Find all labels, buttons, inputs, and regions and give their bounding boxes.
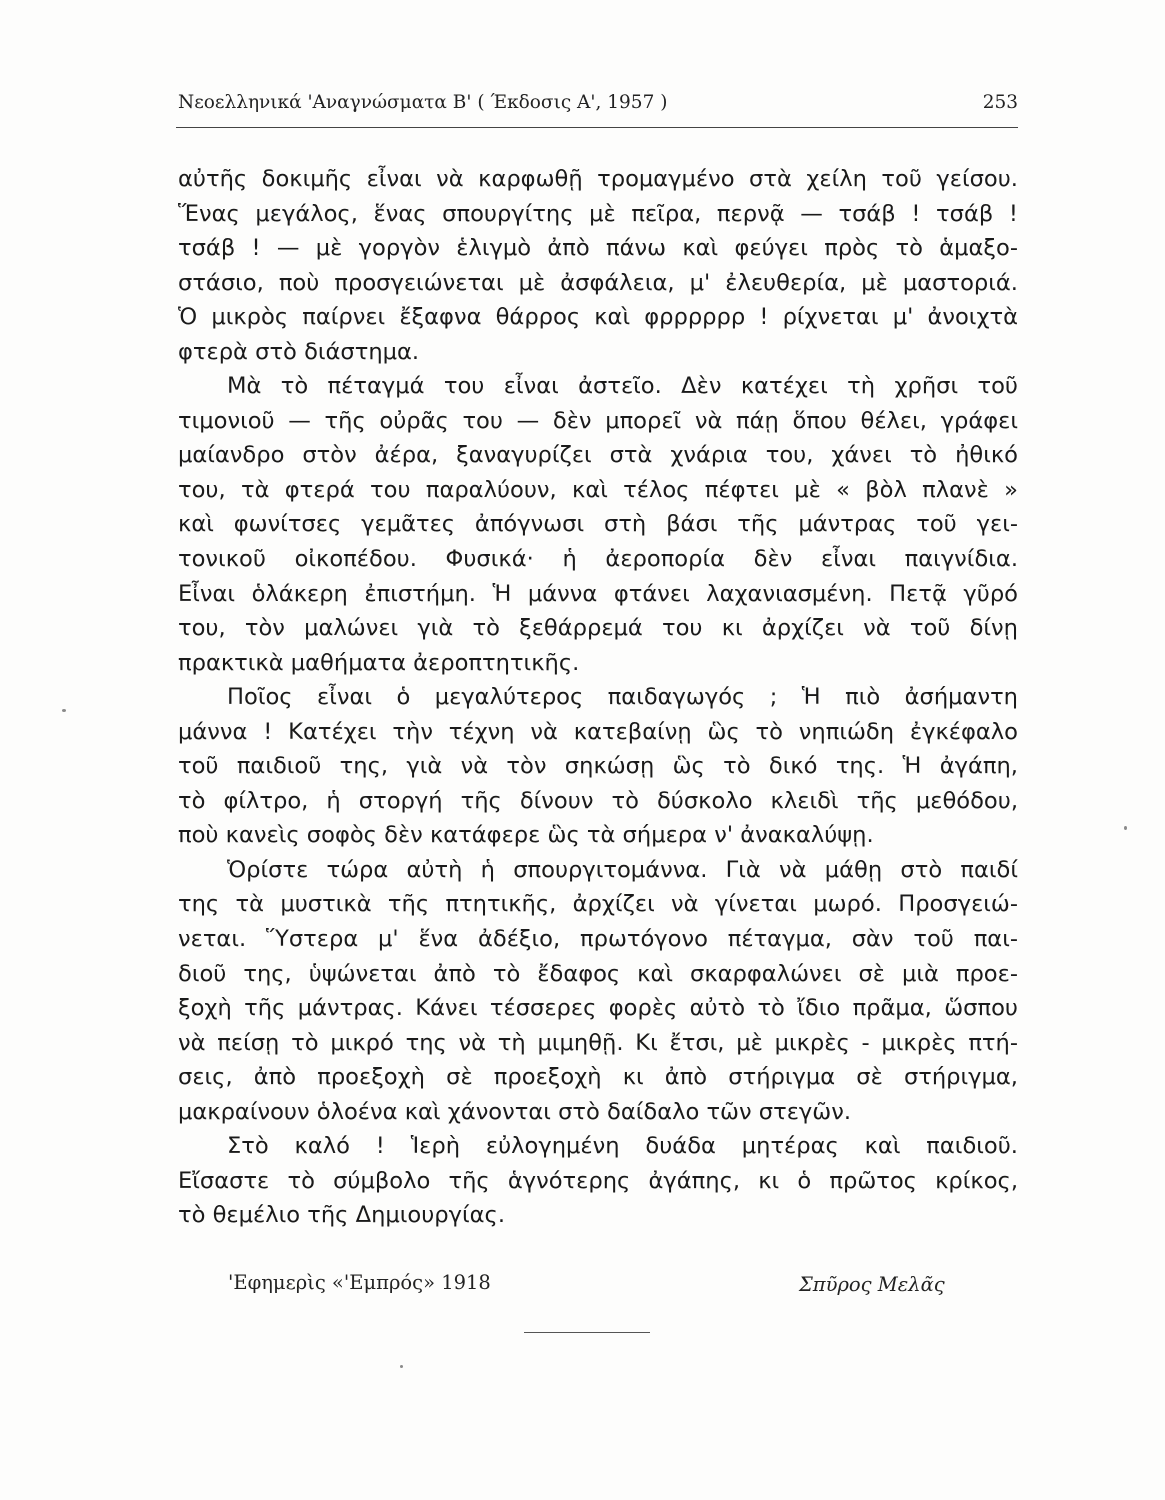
text-line: νὰ πείσῃ τὸ μικρό της νὰ τὴ μιμηθῇ. Κι ἔτσι, μὲ μικρὲς - μικρὲς πτή- — [178, 1029, 1018, 1056]
header-title: Νεοελληνικά 'Αναγνώσματα Β' ( Έκδοσις Α', 1957 ) — [178, 92, 668, 113]
text-line: Εἶναι ὁλάκερη ἐπιστήμη. Ἡ μάννα φτάνει λαχανιασμένη. Πετᾷ γῦρό — [178, 580, 1018, 607]
text-line: διοῦ της, ὑψώνεται ἀπὸ τὸ ἔδαφος καὶ σκαρφαλώνει σὲ μιὰ προε- — [178, 960, 1018, 987]
source-citation: 'Εφημερὶς «'Εμπρός» 1918 — [228, 1271, 491, 1294]
text-line: νεται. Ὕστερα μ' ἕνα ἀδέξιο, πρωτόγονο πέταγμα, σὰν τοῦ παι- — [178, 926, 1018, 953]
text-line: τονικοῦ οἰκοπέδου. Φυσικά· ἡ ἀεροπορία δὲν εἶναι παιγνίδια. — [178, 546, 1018, 573]
text-line: Μὰ τὸ πέταγμά του εἶναι ἀστεῖο. Δὲν κατέχει τὴ χρῆσι τοῦ — [227, 373, 1018, 400]
body-text — [178, 162, 1018, 1233]
text-line: μακραίνουν ὁλοένα καὶ χάνονται στὸ δαίδαλο τῶν στεγῶν. — [178, 1098, 852, 1125]
text-line: Στὸ καλό ! Ἱερὴ εὐλογημένη δυάδα μητέρας καὶ παιδιοῦ. — [227, 1133, 1018, 1160]
text-line: της τὰ μυστικὰ τῆς πτητικῆς, ἀρχίζει νὰ γίνεται μωρό. Προσγειώ- — [178, 891, 1018, 918]
text-line: του, τὰ φτερά του παραλύουν, καὶ τέλος πέφτει μὲ « βὸλ πλανὲ » — [178, 476, 1018, 503]
text-line: Ὁρίστε τώρα αὐτὴ ἡ σπουργιτομάννα. Γιὰ νὰ μάθῃ στὸ παιδί — [227, 856, 1018, 883]
text-line: αὐτῆς δοκιμῆς εἶναι νὰ καρφωθῇ τρομαγμένο στὰ χείλη τοῦ γείσου. — [178, 166, 1018, 192]
text-line: μάννα ! Κατέχει τὴν τέχνη νὰ κατεβαίνῃ ὣς τὸ νηπιώδη ἐγκέφαλο — [178, 718, 1018, 745]
text-line: του, τὸν μαλώνει γιὰ τὸ ξεθάρρεμά του κι ἀρχίζει νὰ τοῦ δίνῃ — [178, 615, 1018, 642]
text-line: Εἴσαστε τὸ σύμβολο τῆς ἁγνότερης ἀγάπης, κι ὁ πρῶτος κρίκος, — [178, 1167, 1018, 1194]
scan-speck — [400, 1365, 403, 1368]
text-line: ξοχὴ τῆς μάντρας. Κάνει τέσσερες φορὲς αὐτὸ τὸ ἴδιο πρᾶμα, ὥσπου — [178, 995, 1018, 1022]
text-line: καὶ φωνίτσες γεμᾶτες ἀπόγνωσι στὴ βάσι τῆς μάντρας τοῦ γει- — [178, 511, 1018, 538]
text-line: τὸ φίλτρο, ἡ στοργή τῆς δίνουν τὸ δύσκολο κλειδὶ τῆς μεθόδου, — [178, 787, 1018, 814]
text-line: μαίανδρο στὸν ἀέρα, ξαναγυρίζει στὰ χνάρια του, χάνει τὸ ἠθικό — [178, 442, 1018, 469]
text-line: στάσιο, ποὺ προσγειώνεται μὲ ἀσφάλεια, μ' ἐλευθερία, μὲ μαστοριά. — [178, 269, 1018, 296]
text-line: πρακτικὰ μαθήματα ἀεροπτητικῆς. — [178, 649, 580, 676]
text-line: Ἕνας μεγάλος, ἕνας σπουργίτης μὲ πεῖρα, περνᾷ — τσάβ ! τσάβ ! — [178, 200, 1018, 227]
text-line: Ποῖος εἶναι ὁ μεγαλύτερος παιδαγωγός ; Ἡ πιὸ ἀσήμαντη — [227, 684, 1018, 711]
author-signature: Σπῦρος Μελᾶς — [799, 1273, 945, 1296]
text-line: τὸ θεμέλιο τῆς Δημιουργίας. — [178, 1202, 506, 1229]
text-line: τσάβ ! — μὲ γοργὸν ἑλιγμὸ ἀπὸ πάνω καὶ φεύγει πρὸς τὸ ἁμαξο- — [178, 235, 1018, 262]
text-line: τιμονιοῦ — τῆς οὐρᾶς του — δὲν μπορεῖ νὰ πάῃ ὅπου θέλει, γράφει — [178, 407, 1018, 434]
running-header — [178, 92, 1018, 122]
text-line: φτερὰ στὸ διάστημα. — [178, 338, 420, 365]
end-rule — [524, 1332, 650, 1333]
text-line: σεις, ἀπὸ προεξοχὴ σὲ προεξοχὴ κι ἀπὸ στήριγμα σὲ στήριγμα, — [178, 1064, 1018, 1091]
text-line: ποὺ κανεὶς σοφὸς δὲν κατάφερε ὣς τὰ σήμερα ν' ἀνακαλύψῃ. — [178, 822, 874, 849]
scan-speck — [62, 709, 66, 712]
header-rule — [176, 127, 1018, 128]
page-number: 253 — [982, 92, 1018, 113]
text-line: τοῦ παιδιοῦ της, γιὰ νὰ τὸν σηκώσῃ ὣς τὸ δικό της. Ἡ ἀγάπη, — [178, 753, 1018, 780]
scan-speck — [1124, 826, 1127, 830]
text-line: Ὁ μικρὸς παίρνει ἔξαφνα θάρρος καὶ φρρρρρρ ! ρίχνεται μ' ἀνοιχτὰ — [178, 304, 1018, 331]
